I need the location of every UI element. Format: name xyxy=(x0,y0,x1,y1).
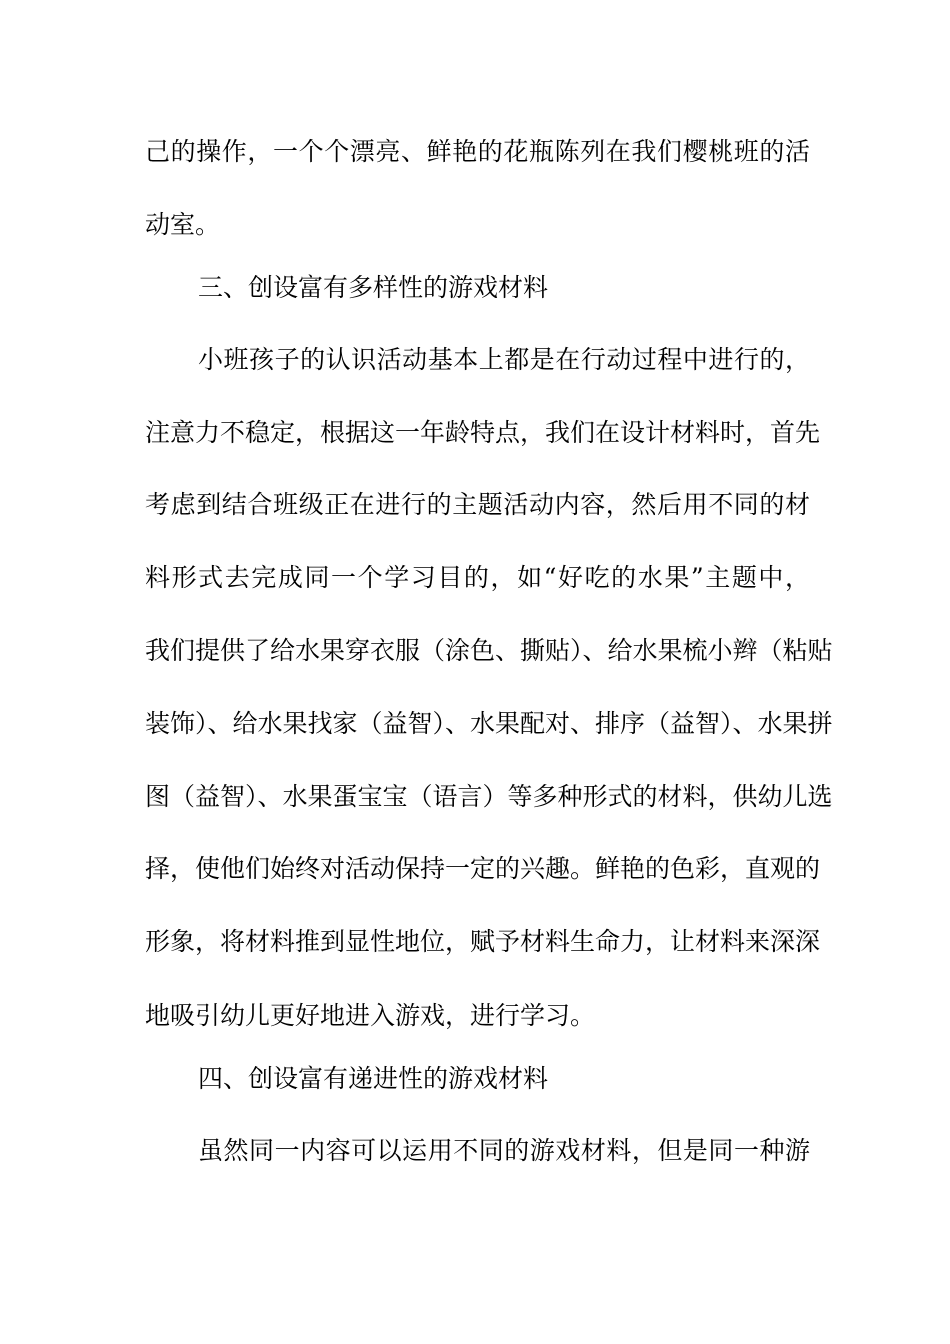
paragraph-line: 形象，将材料推到显性地位，赋予材料生命力，让材料来深深 xyxy=(145,927,821,956)
paragraph-line: 择，使他们始终对活动保持一定的兴趣。鲜艳的色彩，直观的 xyxy=(145,854,821,883)
paragraph-line: 装饰）、给水果找家（益智）、水果配对、排序（益智）、水果拼 xyxy=(145,709,833,738)
paragraph-line: 图（益智）、水果蛋宝宝（语言）等多种形式的材料，供幼儿选 xyxy=(145,782,833,811)
paragraph-line: 虽然同一内容可以运用不同的游戏材料，但是同一种游 xyxy=(198,1136,810,1165)
paragraph-line: 料形式去完成同一个学习目的，如“好吃的水果”主题中， xyxy=(145,563,810,592)
section-heading-3: 三、创设富有多样性的游戏材料 xyxy=(198,273,549,302)
paragraph-line: 小班孩子的认识活动基本上都是在行动过程中进行的， xyxy=(198,345,810,374)
paragraph-line: 地吸引幼儿更好地进入游戏，进行学习。 xyxy=(145,1001,596,1030)
section-heading-4: 四、创设富有递进性的游戏材料 xyxy=(198,1064,549,1093)
paragraph-line: 己的操作，一个个漂亮、鲜艳的花瓶陈列在我们樱桃班的活 xyxy=(145,137,810,166)
paragraph-line: 考虑到结合班级正在进行的主题活动内容，然后用不同的材 xyxy=(145,490,810,519)
paragraph-line: 动室。 xyxy=(145,210,221,239)
paragraph-line: 我们提供了给水果穿衣服（涂色、撕贴）、给水果梳小辫（粘贴 xyxy=(145,636,833,665)
paragraph-line: 注意力不稳定，根据这一年龄特点，我们在设计材料时，首先 xyxy=(145,418,821,447)
